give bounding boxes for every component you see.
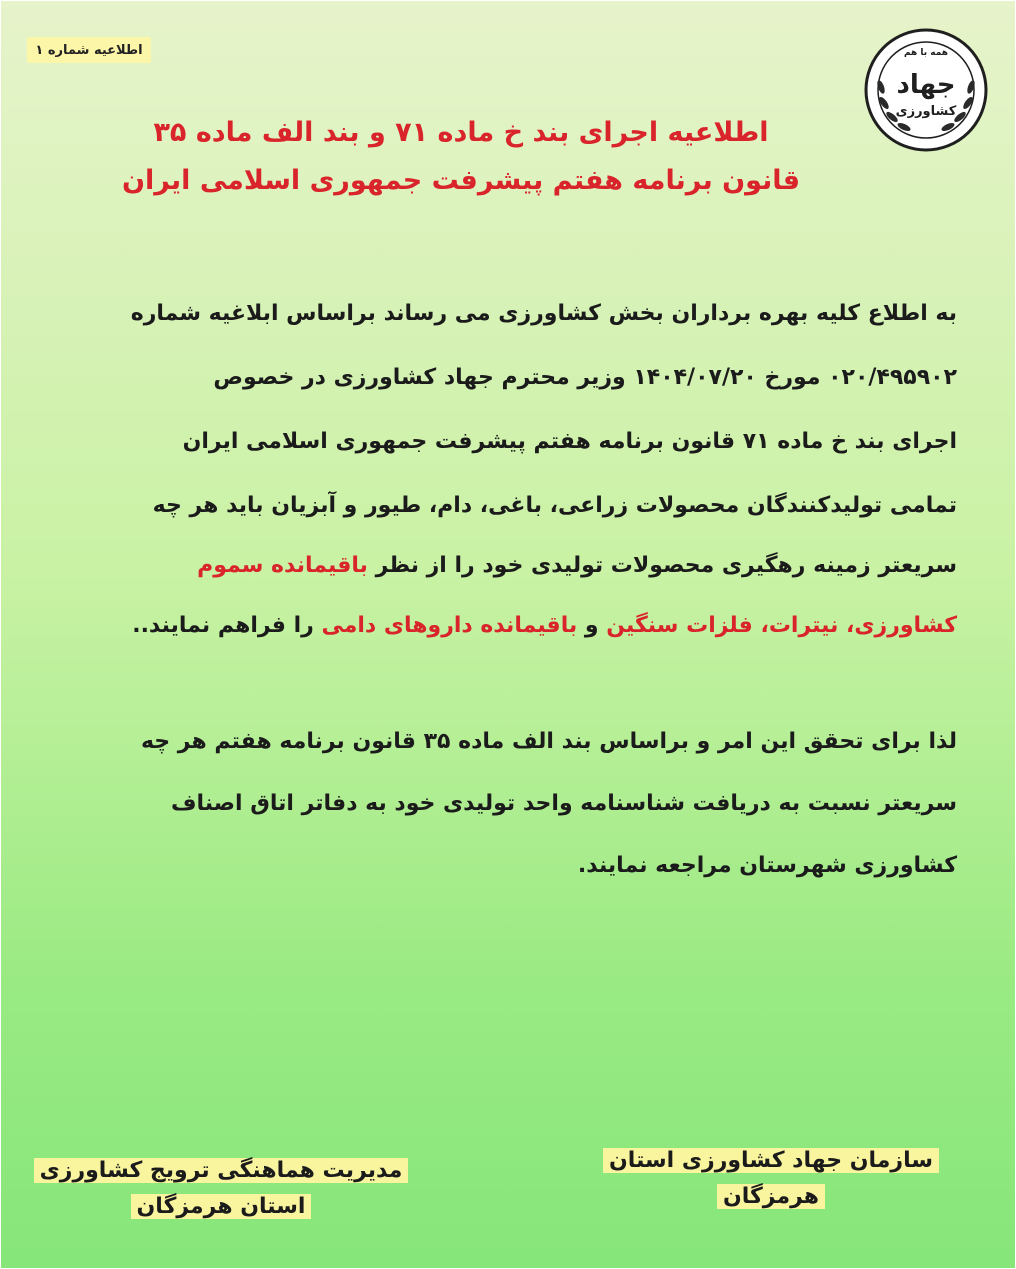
- highlight-pesticide-residue: باقیمانده سموم: [197, 553, 368, 578]
- signature-extension-line-1: مدیریت هماهنگی ترویج کشاورزی: [34, 1158, 409, 1183]
- body-line-6: [77, 601, 957, 651]
- announcement-number-badge: اطلاعیه شماره ۱: [27, 37, 151, 63]
- body-line-7: لذا برای تحقق این امر و براساس بند الف ماده ۳۵ قانون برنامه هفتم هر چه: [140, 729, 957, 754]
- body-line-2: ۰۲۰/۴۹۵۹۰۲ مورخ ۱۴۰۴/۰۷/۲۰ وزیر محترم جهاد کشاورزی در خصوص: [213, 365, 957, 390]
- signature-extension-line-2: استان هرمزگان: [131, 1194, 312, 1219]
- body-line-9: کشاورزی شهرستان مراجعه نمایند.: [577, 853, 957, 878]
- body-line-5-text: سریعتر زمینه رهگیری محصولات تولیدی خود را از نظر: [367, 553, 957, 578]
- body-line-5: [77, 541, 957, 591]
- logo-sub-text: کشاورزی: [895, 104, 957, 119]
- title-line-1: اطلاعیه اجرای بند خ ماده ۷۱ و بند الف ماده ۳۵: [153, 117, 769, 148]
- highlight-nitrate-metals: کشاورزی، نیترات، فلزات سنگین: [606, 613, 957, 638]
- body-line-6-end: را فراهم نمایند..: [132, 613, 322, 638]
- body-line-4: تمامی تولیدکنندگان محصولات زراعی، باغی، دام، طیور و آبزیان باید هر چه: [152, 493, 957, 518]
- body-line-6-and: و: [577, 613, 607, 638]
- title-line-2: قانون برنامه هفتم پیشرفت جمهوری اسلامی ایران: [121, 165, 801, 196]
- highlight-vet-drug-residue: باقیمانده داروهای دامی: [321, 613, 578, 638]
- logo-top-text: همه با هم: [903, 48, 949, 58]
- body-line-3: اجرای بند خ ماده ۷۱ قانون برنامه هفتم پیشرفت جمهوری اسلامی ایران: [182, 429, 957, 454]
- jihad-keshavarzi-logo: [861, 25, 991, 155]
- signature-extension-management: [21, 1153, 421, 1225]
- body-line-8: سریعتر نسبت به دریافت شناسنامه واحد تولیدی خود به دفاتر اتاق اصناف: [170, 791, 957, 816]
- signature-organization-line-2: هرمزگان: [717, 1184, 825, 1209]
- signature-organization: [591, 1143, 951, 1215]
- signature-organization-line-1: سازمان جهاد کشاورزی استان: [603, 1148, 939, 1173]
- logo-main-text: جهاد: [896, 70, 956, 100]
- body-line-1: به اطلاع کلیه بهره برداران بخش کشاورزی می رساند براساس ابلاغیه شماره: [130, 301, 957, 326]
